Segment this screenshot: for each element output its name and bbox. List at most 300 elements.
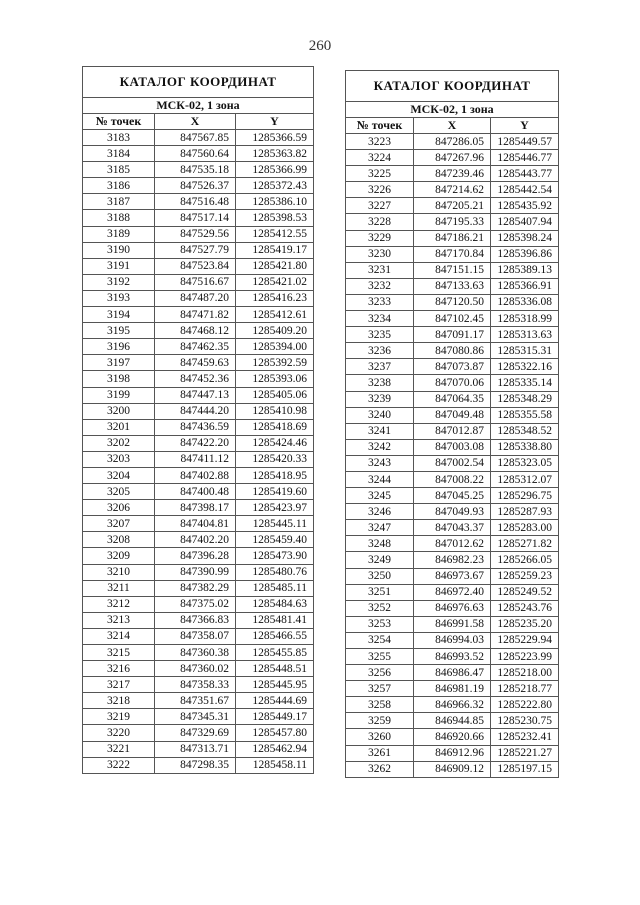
y-coordinate-cell: 1285312.07 <box>491 471 559 487</box>
table-row <box>346 294 559 310</box>
y-coordinate-cell: 1285418.69 <box>236 419 314 435</box>
y-coordinate-cell: 1285271.82 <box>491 536 559 552</box>
table-row <box>83 371 314 387</box>
y-coordinate-cell: 1285445.11 <box>236 516 314 532</box>
point-number-cell: 3259 <box>346 713 414 729</box>
point-number-cell: 3249 <box>346 552 414 568</box>
y-coordinate-cell: 1285442.54 <box>491 182 559 198</box>
x-coordinate-cell: 847345.31 <box>155 709 236 725</box>
point-number-cell: 3202 <box>83 435 155 451</box>
y-coordinate-cell: 1285459.40 <box>236 532 314 548</box>
x-coordinate-cell: 847516.48 <box>155 194 236 210</box>
table-row <box>346 745 559 761</box>
y-coordinate-cell: 1285407.94 <box>491 214 559 230</box>
point-number-cell: 3193 <box>83 290 155 306</box>
point-number-cell: 3232 <box>346 278 414 294</box>
x-coordinate-cell: 847073.87 <box>414 359 491 375</box>
x-coordinate-cell: 847523.84 <box>155 258 236 274</box>
table-row <box>83 516 314 532</box>
x-coordinate-cell: 847045.25 <box>414 488 491 504</box>
point-number-cell: 3258 <box>346 697 414 713</box>
point-number-cell: 3245 <box>346 488 414 504</box>
x-coordinate-cell: 847444.20 <box>155 403 236 419</box>
y-coordinate-cell: 1285416.23 <box>236 290 314 306</box>
y-coordinate-cell: 1285396.86 <box>491 246 559 262</box>
x-coordinate-cell: 847468.12 <box>155 323 236 339</box>
y-coordinate-cell: 1285448.51 <box>236 661 314 677</box>
point-number-cell: 3216 <box>83 661 155 677</box>
point-number-cell: 3233 <box>346 294 414 310</box>
table-row <box>83 564 314 580</box>
catalog-title: КАТАЛОГ КООРДИНАТ <box>346 71 559 102</box>
point-number-cell: 3227 <box>346 198 414 214</box>
table-row <box>83 210 314 226</box>
x-coordinate-cell: 847535.18 <box>155 162 236 178</box>
x-coordinate-cell: 847436.59 <box>155 419 236 435</box>
x-coordinate-cell: 847360.38 <box>155 645 236 661</box>
column-header-point-number: № точек <box>346 118 414 134</box>
point-number-cell: 3207 <box>83 516 155 532</box>
point-number-cell: 3235 <box>346 327 414 343</box>
point-number-cell: 3230 <box>346 246 414 262</box>
y-coordinate-cell: 1285323.05 <box>491 455 559 471</box>
x-coordinate-cell: 847120.50 <box>414 294 491 310</box>
x-coordinate-cell: 847133.63 <box>414 278 491 294</box>
x-coordinate-cell: 847205.21 <box>414 198 491 214</box>
point-number-cell: 3229 <box>346 230 414 246</box>
table-row <box>83 419 314 435</box>
point-number-cell: 3206 <box>83 500 155 516</box>
table-row <box>346 311 559 327</box>
table-row <box>346 150 559 166</box>
x-coordinate-cell: 846994.03 <box>414 632 491 648</box>
point-number-cell: 3204 <box>83 467 155 483</box>
y-coordinate-cell: 1285449.57 <box>491 134 559 150</box>
x-coordinate-cell: 847049.93 <box>414 504 491 520</box>
y-coordinate-cell: 1285405.06 <box>236 387 314 403</box>
x-coordinate-cell: 847214.62 <box>414 182 491 198</box>
table-row <box>346 214 559 230</box>
table-row <box>83 194 314 210</box>
y-coordinate-cell: 1285389.13 <box>491 262 559 278</box>
table-row <box>83 355 314 371</box>
y-coordinate-cell: 1285392.59 <box>236 355 314 371</box>
table-row <box>346 230 559 246</box>
table-row <box>83 580 314 596</box>
x-coordinate-cell: 847452.36 <box>155 371 236 387</box>
table-row <box>83 693 314 709</box>
table-row <box>346 343 559 359</box>
x-coordinate-cell: 847402.20 <box>155 532 236 548</box>
table-row <box>346 407 559 423</box>
y-coordinate-cell: 1285249.52 <box>491 584 559 600</box>
table-row <box>346 455 559 471</box>
y-coordinate-cell: 1285421.02 <box>236 274 314 290</box>
y-coordinate-cell: 1285259.23 <box>491 568 559 584</box>
y-coordinate-cell: 1285435.92 <box>491 198 559 214</box>
y-coordinate-cell: 1285348.52 <box>491 423 559 439</box>
x-coordinate-cell: 847080.86 <box>414 343 491 359</box>
x-coordinate-cell: 847358.07 <box>155 628 236 644</box>
table-row <box>346 536 559 552</box>
x-coordinate-cell: 847422.20 <box>155 435 236 451</box>
table-row <box>346 697 559 713</box>
point-number-cell: 3250 <box>346 568 414 584</box>
point-number-cell: 3251 <box>346 584 414 600</box>
point-number-cell: 3183 <box>83 130 155 146</box>
x-coordinate-cell: 847008.22 <box>414 471 491 487</box>
y-coordinate-cell: 1285243.76 <box>491 600 559 616</box>
table-row <box>346 423 559 439</box>
point-number-cell: 3228 <box>346 214 414 230</box>
point-number-cell: 3190 <box>83 242 155 258</box>
x-coordinate-cell: 847398.17 <box>155 500 236 516</box>
point-number-cell: 3238 <box>346 375 414 391</box>
table-row <box>346 439 559 455</box>
point-number-cell: 3186 <box>83 178 155 194</box>
x-coordinate-cell: 847170.84 <box>414 246 491 262</box>
column-header-x: X <box>414 118 491 134</box>
point-number-cell: 3223 <box>346 134 414 150</box>
y-coordinate-cell: 1285418.95 <box>236 467 314 483</box>
point-number-cell: 3205 <box>83 484 155 500</box>
x-coordinate-cell: 847151.15 <box>414 262 491 278</box>
y-coordinate-cell: 1285266.05 <box>491 552 559 568</box>
column-header-y: Y <box>491 118 559 134</box>
table-row <box>346 665 559 681</box>
point-number-cell: 3261 <box>346 745 414 761</box>
table-row <box>346 262 559 278</box>
coordinate-system-label: МСК-02, 1 зона <box>346 102 559 118</box>
table-row <box>346 729 559 745</box>
y-coordinate-cell: 1285235.20 <box>491 616 559 632</box>
y-coordinate-cell: 1285412.55 <box>236 226 314 242</box>
table-row <box>346 198 559 214</box>
table-row <box>346 471 559 487</box>
x-coordinate-cell: 847459.63 <box>155 355 236 371</box>
y-coordinate-cell: 1285423.97 <box>236 500 314 516</box>
x-coordinate-cell: 846976.63 <box>414 600 491 616</box>
x-coordinate-cell: 847239.46 <box>414 166 491 182</box>
x-coordinate-cell: 846981.19 <box>414 681 491 697</box>
coordinate-catalog-right <box>345 70 559 778</box>
y-coordinate-cell: 1285218.00 <box>491 665 559 681</box>
point-number-cell: 3256 <box>346 665 414 681</box>
point-number-cell: 3247 <box>346 520 414 536</box>
y-coordinate-cell: 1285394.00 <box>236 339 314 355</box>
table-row <box>83 323 314 339</box>
y-coordinate-cell: 1285336.08 <box>491 294 559 310</box>
point-number-cell: 3260 <box>346 729 414 745</box>
point-number-cell: 3185 <box>83 162 155 178</box>
point-number-cell: 3246 <box>346 504 414 520</box>
x-coordinate-cell: 847526.37 <box>155 178 236 194</box>
table-row <box>83 741 314 757</box>
y-coordinate-cell: 1285355.58 <box>491 407 559 423</box>
table-row <box>83 677 314 693</box>
y-coordinate-cell: 1285313.63 <box>491 327 559 343</box>
x-coordinate-cell: 846991.58 <box>414 616 491 632</box>
x-coordinate-cell: 847195.33 <box>414 214 491 230</box>
y-coordinate-cell: 1285443.77 <box>491 166 559 182</box>
x-coordinate-cell: 847390.99 <box>155 564 236 580</box>
x-coordinate-cell: 847396.28 <box>155 548 236 564</box>
point-number-cell: 3253 <box>346 616 414 632</box>
column-header-y: Y <box>236 114 314 130</box>
y-coordinate-cell: 1285420.33 <box>236 451 314 467</box>
table-row <box>83 757 314 773</box>
point-number-cell: 3243 <box>346 455 414 471</box>
x-coordinate-cell: 847402.88 <box>155 467 236 483</box>
x-coordinate-cell: 847298.35 <box>155 757 236 773</box>
point-number-cell: 3211 <box>83 580 155 596</box>
table-row <box>83 242 314 258</box>
point-number-cell: 3218 <box>83 693 155 709</box>
table-row <box>83 645 314 661</box>
x-coordinate-cell: 847064.35 <box>414 391 491 407</box>
point-number-cell: 3188 <box>83 210 155 226</box>
y-coordinate-cell: 1285458.11 <box>236 757 314 773</box>
point-number-cell: 3252 <box>346 600 414 616</box>
table-row <box>83 162 314 178</box>
table-row <box>346 327 559 343</box>
x-coordinate-cell: 847382.29 <box>155 580 236 596</box>
table-row <box>83 596 314 612</box>
y-coordinate-cell: 1285419.60 <box>236 484 314 500</box>
point-number-cell: 3241 <box>346 423 414 439</box>
table-row <box>83 725 314 741</box>
point-number-cell: 3225 <box>346 166 414 182</box>
table-row <box>346 504 559 520</box>
y-coordinate-cell: 1285449.17 <box>236 709 314 725</box>
table-row <box>83 451 314 467</box>
x-coordinate-cell: 847411.12 <box>155 451 236 467</box>
y-coordinate-cell: 1285473.90 <box>236 548 314 564</box>
x-coordinate-cell: 847471.82 <box>155 307 236 323</box>
point-number-cell: 3239 <box>346 391 414 407</box>
table-row <box>346 246 559 262</box>
y-coordinate-cell: 1285232.41 <box>491 729 559 745</box>
y-coordinate-cell: 1285444.69 <box>236 693 314 709</box>
table-row <box>83 628 314 644</box>
y-coordinate-cell: 1285218.77 <box>491 681 559 697</box>
point-number-cell: 3244 <box>346 471 414 487</box>
point-number-cell: 3257 <box>346 681 414 697</box>
point-number-cell: 3255 <box>346 649 414 665</box>
point-number-cell: 3197 <box>83 355 155 371</box>
page-number: 260 <box>308 38 332 54</box>
point-number-cell: 3220 <box>83 725 155 741</box>
y-coordinate-cell: 1285455.85 <box>236 645 314 661</box>
y-coordinate-cell: 1285315.31 <box>491 343 559 359</box>
point-number-cell: 3196 <box>83 339 155 355</box>
y-coordinate-cell: 1285480.76 <box>236 564 314 580</box>
table-row <box>346 584 559 600</box>
y-coordinate-cell: 1285386.10 <box>236 194 314 210</box>
column-header-point-number: № точек <box>83 114 155 130</box>
point-number-cell: 3203 <box>83 451 155 467</box>
x-coordinate-cell: 847102.45 <box>414 311 491 327</box>
table-row <box>83 467 314 483</box>
point-number-cell: 3240 <box>346 407 414 423</box>
point-number-cell: 3210 <box>83 564 155 580</box>
table-row <box>83 258 314 274</box>
y-coordinate-cell: 1285462.94 <box>236 741 314 757</box>
y-coordinate-cell: 1285393.06 <box>236 371 314 387</box>
table-row <box>346 761 559 777</box>
y-coordinate-cell: 1285366.91 <box>491 278 559 294</box>
x-coordinate-cell: 847012.87 <box>414 423 491 439</box>
x-coordinate-cell: 847286.05 <box>414 134 491 150</box>
y-coordinate-cell: 1285335.14 <box>491 375 559 391</box>
table-row <box>346 600 559 616</box>
point-number-cell: 3221 <box>83 741 155 757</box>
x-coordinate-cell: 847043.37 <box>414 520 491 536</box>
y-coordinate-cell: 1285457.80 <box>236 725 314 741</box>
point-number-cell: 3224 <box>346 150 414 166</box>
y-coordinate-cell: 1285372.43 <box>236 178 314 194</box>
y-coordinate-cell: 1285287.93 <box>491 504 559 520</box>
x-coordinate-cell: 847400.48 <box>155 484 236 500</box>
x-coordinate-cell: 847049.48 <box>414 407 491 423</box>
point-number-cell: 3214 <box>83 628 155 644</box>
column-header-x: X <box>155 114 236 130</box>
y-coordinate-cell: 1285366.99 <box>236 162 314 178</box>
x-coordinate-cell: 847358.33 <box>155 677 236 693</box>
point-number-cell: 3237 <box>346 359 414 375</box>
y-coordinate-cell: 1285222.80 <box>491 697 559 713</box>
x-coordinate-cell: 847267.96 <box>414 150 491 166</box>
point-number-cell: 3191 <box>83 258 155 274</box>
x-coordinate-cell: 846982.23 <box>414 552 491 568</box>
point-number-cell: 3213 <box>83 612 155 628</box>
table-row <box>346 278 559 294</box>
x-coordinate-cell: 847070.06 <box>414 375 491 391</box>
x-coordinate-cell: 847527.79 <box>155 242 236 258</box>
table-row <box>83 178 314 194</box>
x-coordinate-cell: 846993.52 <box>414 649 491 665</box>
table-row <box>83 484 314 500</box>
table-row <box>346 520 559 536</box>
table-row <box>83 612 314 628</box>
table-row <box>346 632 559 648</box>
x-coordinate-cell: 846973.67 <box>414 568 491 584</box>
table-row <box>346 182 559 198</box>
table-row <box>346 375 559 391</box>
catalog-body <box>346 134 559 778</box>
y-coordinate-cell: 1285424.46 <box>236 435 314 451</box>
table-row <box>346 649 559 665</box>
x-coordinate-cell: 846966.32 <box>414 697 491 713</box>
table-row <box>83 274 314 290</box>
point-number-cell: 3254 <box>346 632 414 648</box>
y-coordinate-cell: 1285322.16 <box>491 359 559 375</box>
table-row <box>83 307 314 323</box>
table-row <box>83 226 314 242</box>
table-row <box>83 548 314 564</box>
x-coordinate-cell: 847366.83 <box>155 612 236 628</box>
x-coordinate-cell: 846944.85 <box>414 713 491 729</box>
x-coordinate-cell: 847404.81 <box>155 516 236 532</box>
x-coordinate-cell: 846920.66 <box>414 729 491 745</box>
point-number-cell: 3201 <box>83 419 155 435</box>
table-row <box>83 500 314 516</box>
point-number-cell: 3219 <box>83 709 155 725</box>
y-coordinate-cell: 1285412.61 <box>236 307 314 323</box>
coordinate-system-label: МСК-02, 1 зона <box>83 98 314 114</box>
y-coordinate-cell: 1285398.53 <box>236 210 314 226</box>
point-number-cell: 3231 <box>346 262 414 278</box>
point-number-cell: 3212 <box>83 596 155 612</box>
x-coordinate-cell: 847360.02 <box>155 661 236 677</box>
x-coordinate-cell: 847313.71 <box>155 741 236 757</box>
y-coordinate-cell: 1285409.20 <box>236 323 314 339</box>
table-row <box>346 681 559 697</box>
table-row <box>346 552 559 568</box>
table-row <box>83 339 314 355</box>
table-row <box>346 568 559 584</box>
point-number-cell: 3187 <box>83 194 155 210</box>
point-number-cell: 3194 <box>83 307 155 323</box>
point-number-cell: 3217 <box>83 677 155 693</box>
y-coordinate-cell: 1285445.95 <box>236 677 314 693</box>
y-coordinate-cell: 1285446.77 <box>491 150 559 166</box>
x-coordinate-cell: 847002.54 <box>414 455 491 471</box>
table-row <box>83 130 314 146</box>
x-coordinate-cell: 847012.62 <box>414 536 491 552</box>
y-coordinate-cell: 1285366.59 <box>236 130 314 146</box>
y-coordinate-cell: 1285481.41 <box>236 612 314 628</box>
y-coordinate-cell: 1285296.75 <box>491 488 559 504</box>
point-number-cell: 3198 <box>83 371 155 387</box>
point-number-cell: 3195 <box>83 323 155 339</box>
x-coordinate-cell: 847329.69 <box>155 725 236 741</box>
table-row <box>346 134 559 150</box>
y-coordinate-cell: 1285421.80 <box>236 258 314 274</box>
x-coordinate-cell: 847516.67 <box>155 274 236 290</box>
y-coordinate-cell: 1285363.82 <box>236 146 314 162</box>
table-row <box>83 290 314 306</box>
y-coordinate-cell: 1285484.63 <box>236 596 314 612</box>
x-coordinate-cell: 847375.02 <box>155 596 236 612</box>
table-row <box>83 403 314 419</box>
y-coordinate-cell: 1285348.29 <box>491 391 559 407</box>
table-row <box>346 391 559 407</box>
table-row <box>83 532 314 548</box>
y-coordinate-cell: 1285318.99 <box>491 311 559 327</box>
point-number-cell: 3215 <box>83 645 155 661</box>
point-number-cell: 3222 <box>83 757 155 773</box>
x-coordinate-cell: 846986.47 <box>414 665 491 681</box>
x-coordinate-cell: 847462.35 <box>155 339 236 355</box>
y-coordinate-cell: 1285410.98 <box>236 403 314 419</box>
point-number-cell: 3184 <box>83 146 155 162</box>
x-coordinate-cell: 847003.08 <box>414 439 491 455</box>
x-coordinate-cell: 847567.85 <box>155 130 236 146</box>
table-row <box>83 709 314 725</box>
y-coordinate-cell: 1285283.00 <box>491 520 559 536</box>
y-coordinate-cell: 1285338.80 <box>491 439 559 455</box>
point-number-cell: 3234 <box>346 311 414 327</box>
x-coordinate-cell: 846912.96 <box>414 745 491 761</box>
catalog-title: КАТАЛОГ КООРДИНАТ <box>83 67 314 98</box>
table-row <box>346 616 559 632</box>
x-coordinate-cell: 847351.67 <box>155 693 236 709</box>
point-number-cell: 3192 <box>83 274 155 290</box>
point-number-cell: 3242 <box>346 439 414 455</box>
point-number-cell: 3209 <box>83 548 155 564</box>
table-row <box>83 146 314 162</box>
